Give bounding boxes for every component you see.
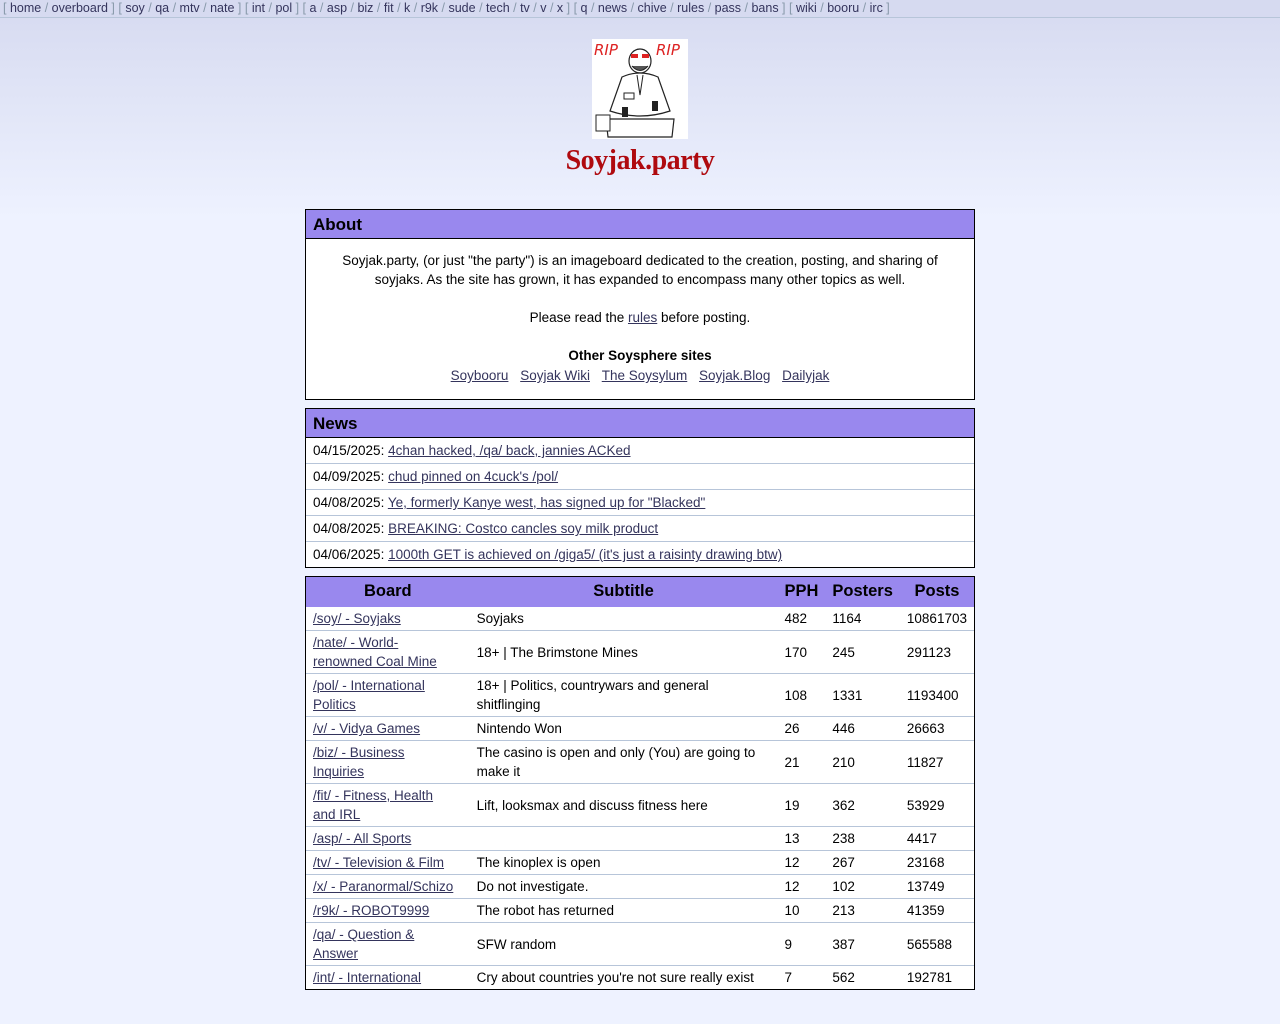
news-link[interactable]: 1000th GET is achieved on /giga5/ (it's just a raisinty drawing btw) [388,547,783,562]
nav-link-tv[interactable]: tv [520,1,530,15]
nav-link-pol[interactable]: pol [275,1,293,15]
board-posts: 192781 [906,970,952,985]
board-link[interactable]: /soy/ - Soyjaks [313,611,401,626]
board-posts: 4417 [906,831,937,846]
board-subtitle: Soyjaks [476,611,524,626]
rules-link[interactable]: rules [627,310,658,325]
board-posters: 210 [832,754,855,770]
board-posters: 213 [832,903,855,918]
board-pph: 12 [784,879,800,894]
board-subtitle: SFW random [476,936,557,952]
other-sites-heading: Other Soysphere sites [568,348,712,363]
nav-link-bans[interactable]: bans [751,1,779,15]
board-row [306,716,974,740]
board-link[interactable]: /r9k/ - ROBOT9999 [313,903,430,918]
news-item [306,490,974,516]
board-posters: 245 [832,644,855,660]
board-subtitle: Do not investigate. [476,879,589,894]
other-site-link[interactable]: The Soysylum [601,368,688,383]
board-link[interactable]: /asp/ - All Sports [313,831,412,846]
site-header [0,18,1280,177]
board-subtitle: The robot has returned [476,903,614,918]
site-title: Soyjak.party [565,145,715,176]
board-row [306,630,974,673]
board-pph: 482 [784,611,807,626]
board-posters: 102 [832,879,855,894]
board-posts: 291123 [906,644,951,660]
logo-rip-left: RIP [594,41,618,59]
news-box [305,408,975,568]
board-pph: 108 [784,687,807,703]
board-row [306,826,974,850]
about-heading: About [306,210,974,239]
nav-link-mtv[interactable]: mtv [179,1,200,15]
nav-link-a[interactable]: a [309,1,317,15]
nav-link-soy[interactable]: soy [125,1,145,15]
news-link[interactable]: chud pinned on 4cuck's /pol/ [388,469,559,484]
nav-link-qa[interactable]: qa [155,1,170,15]
board-subtitle: Lift, looksmax and discuss fitness here [476,797,708,813]
news-date: 04/06/2025: [313,547,385,562]
board-subtitle: The kinoplex is open [476,855,601,870]
board-posters: 267 [832,855,855,870]
nav-link-overboard[interactable]: overboard [51,1,108,15]
board-posts: 11827 [906,754,944,770]
news-date: 04/08/2025: [313,521,385,536]
board-link[interactable]: /int/ - International [313,970,422,985]
nav-link-wiki[interactable]: wiki [795,1,817,15]
board-row [306,740,974,783]
news-item [306,542,974,567]
news-date: 04/08/2025: [313,495,385,510]
news-heading: News [306,409,974,438]
nav-link-chive[interactable]: chive [637,1,667,15]
board-link[interactable]: /pol/ - International Politics [313,678,425,712]
board-link[interactable]: /fit/ - Fitness, Health and IRL [313,788,434,822]
board-pph: 170 [784,644,807,660]
board-row [306,673,974,716]
board-row [306,850,974,874]
nav-link-r9k[interactable]: r9k [420,1,439,15]
board-posts: 1193400 [906,687,959,703]
board-pph: 12 [784,855,800,870]
board-pph: 19 [784,797,800,813]
nav-link-int[interactable]: int [251,1,266,15]
nav-link-news[interactable]: news [597,1,628,15]
news-date: 04/15/2025: [313,443,385,458]
board-posters: 238 [832,831,855,846]
about-intro: Soyjak.party, (or just "the party") is an imageboard dedicated to the creation, posting, and sharing of soyjaks. As the site has grown, it has expanded to encompass many other topics as well. [342,253,938,287]
nav-link-pass[interactable]: pass [714,1,742,15]
board-subtitle: Cry about countries you're not sure really exist [476,970,754,985]
site-logo [592,39,688,139]
nav-link-q[interactable]: q [580,1,588,15]
nav-link-biz[interactable]: biz [357,1,374,15]
news-list [306,438,974,567]
board-posters: 387 [832,936,855,952]
nav-link-sude[interactable]: sude [448,1,476,15]
board-link[interactable]: /tv/ - Television & Film [313,855,445,870]
board-link[interactable]: /biz/ - Business Inquiries [313,745,405,779]
other-site-link[interactable]: Soyjak Wiki [520,368,590,383]
board-link[interactable]: /v/ - Vidya Games [313,721,421,736]
nav-link-x[interactable]: x [556,1,564,15]
board-pph: 21 [784,754,800,770]
board-link[interactable]: /nate/ - World-renowned Coal Mine [313,635,437,669]
other-site-link[interactable]: Dailyjak [782,368,830,383]
board-subtitle: Nintendo Won [476,721,562,736]
col-header-pph: PPH [784,582,819,600]
news-date: 04/09/2025: [313,469,385,484]
board-row [306,965,974,989]
news-link[interactable]: BREAKING: Costco cancles soy milk product [388,521,659,536]
col-header-subtitle: Subtitle [593,582,654,600]
boards-box [305,576,975,990]
board-subtitle: 18+ | Politics, countrywars and general shitflinging [476,678,709,712]
board-posts: 13749 [906,879,945,894]
nav-link-irc[interactable]: irc [869,1,883,15]
news-link[interactable]: 4chan hacked, /qa/ back, jannies ACKed [388,443,631,458]
board-subtitle: 18+ | The Brimstone Mines [476,644,638,660]
board-pph: 7 [784,970,792,985]
boards-table [306,577,974,989]
nav-link-asp[interactable]: asp [326,1,348,15]
nav-link-v[interactable]: v [540,1,547,15]
board-pph: 9 [784,936,792,952]
board-row [306,898,974,922]
top-nav-bar: [ home / overboard ] [ soy / qa / mtv / nate ] [ int / pol ] [ a / asp / biz / fit / k / r9k / sude / tech / tv / v / x ] [ q / news / chive / rules / pass / bans ] [ wiki / booru / irc ] [0,0,1280,18]
board-pph: 13 [784,831,800,846]
board-posts: 53929 [906,797,945,813]
board-posts: 565588 [906,936,952,952]
board-subtitle: The casino is open and only (You) are going to make it [476,745,756,779]
board-row [306,922,974,965]
rules-pre-text: Please read the [529,310,628,325]
rules-post-text: before posting. [657,310,751,325]
board-posters: 1164 [832,611,862,626]
news-item [306,438,974,464]
col-header-posters: Posters [832,582,893,600]
logo-rip-right: RIP [656,41,680,59]
board-posts: 10861703 [906,611,967,626]
col-header-board: Board [313,582,463,601]
col-header-posts: Posts [914,582,960,600]
nav-link-k[interactable]: k [404,1,411,15]
board-posters: 446 [832,721,855,736]
board-link[interactable]: /x/ - Paranormal/Schizo [313,879,454,894]
board-posts: 41359 [906,903,945,918]
rules-notice [326,308,954,327]
other-site-link[interactable]: Soybooru [450,368,509,383]
other-site-link[interactable]: Soyjak.Blog [699,368,771,383]
nav-link-tech[interactable]: tech [486,1,510,15]
about-box [305,209,975,400]
board-row [306,874,974,898]
board-pph: 10 [784,903,800,918]
board-row [306,607,974,630]
news-item [306,464,974,490]
nav-link-rules[interactable]: rules [677,1,705,15]
news-item [306,516,974,542]
board-link[interactable]: /qa/ - Question & Answer [313,927,415,961]
nav-link-fit[interactable]: fit [383,1,394,15]
board-posters: 1331 [832,687,863,703]
nav-link-booru[interactable]: booru [827,1,860,15]
board-posts: 26663 [906,721,945,736]
board-pph: 26 [784,721,800,736]
board-row [306,783,974,826]
nav-link-nate[interactable]: nate [210,1,235,15]
board-posters: 362 [832,797,855,813]
nav-link-home[interactable]: home [9,1,42,15]
news-link[interactable]: Ye, formerly Kanye west, has signed up for "Blacked" [387,495,706,510]
board-posts: 23168 [906,855,945,870]
other-sites-list [326,366,954,385]
board-posters: 562 [832,970,855,985]
